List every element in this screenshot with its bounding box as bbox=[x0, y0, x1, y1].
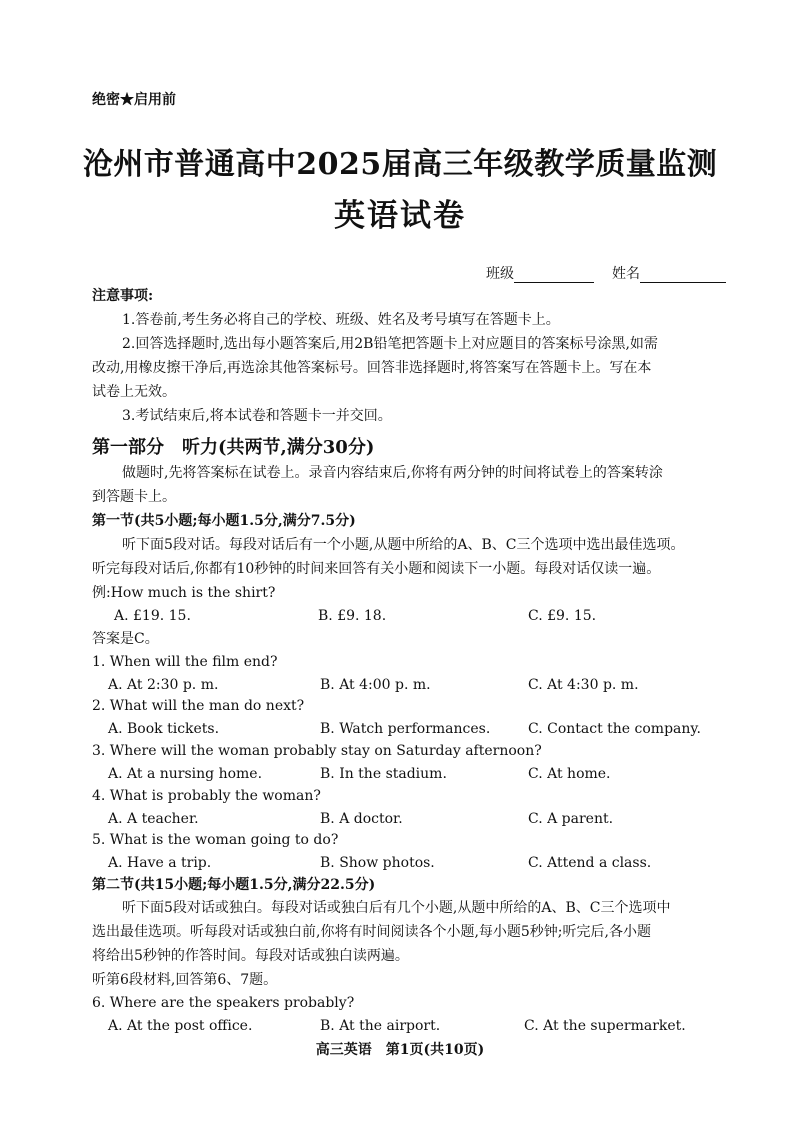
confidential-mark: 绝密★启用前 bbox=[92, 92, 176, 108]
q4-option-b: B. A doctor. bbox=[320, 811, 403, 827]
q3-option-a: A. At a nursing home. bbox=[108, 766, 263, 782]
material-instruction: 听第6段材料,回答第6、7题。 bbox=[92, 972, 278, 988]
note-item-1: 1.答卷前,考生务必将自己的学校、班级、姓名及考号填写在答题卡上。 bbox=[122, 312, 560, 328]
example-answer: 答案是C。 bbox=[92, 631, 159, 647]
q1-option-a: A. At 2:30 p. m. bbox=[108, 677, 219, 693]
example-option-a: A. £19. 15. bbox=[114, 608, 191, 624]
class-blank bbox=[514, 266, 594, 283]
notes-heading: 注意事项: bbox=[92, 288, 154, 304]
question-1: 1. When will the film end? bbox=[92, 654, 278, 670]
example-question: 例:How much is the shirt? bbox=[92, 585, 276, 601]
q5-option-c: C. Attend a class. bbox=[528, 855, 652, 871]
q3-option-b: B. In the stadium. bbox=[320, 766, 447, 782]
part1-intro-cont: 到答题卡上。 bbox=[92, 489, 176, 505]
exam-title: 沧州市普通高中2025届高三年级教学质量监测 bbox=[82, 147, 718, 182]
note-item-2-cont2: 试卷上无效。 bbox=[92, 384, 176, 400]
section1-heading: 第一节(共5小题;每小题1.5分,满分7.5分) bbox=[92, 513, 356, 529]
example-option-b: B. £9. 18. bbox=[318, 608, 387, 624]
note-item-2: 2.回答选择题时,选出每小题答案后,用2B铅笔把答题卡上对应题目的答案标号涂黑,如需 bbox=[122, 336, 658, 352]
name-field bbox=[612, 263, 726, 283]
q4-option-c: C. A parent. bbox=[528, 811, 614, 827]
section2-intro-cont: 选出最佳选项。听每段对话或独白前,你将有时间阅读各个小题,每小题5秒钟;听完后,各小题 bbox=[92, 924, 651, 940]
part1-intro: 做题时,先将答案标在试卷上。录音内容结束后,你将有两分钟的时间将试卷上的答案转涂 bbox=[122, 465, 663, 481]
note-item-3: 3.考试结束后,将本试卷和答题卡一并交回。 bbox=[122, 408, 392, 424]
q5-option-a: A. Have a trip. bbox=[108, 855, 212, 871]
section2-heading: 第二节(共15小题;每小题1.5分,满分22.5分) bbox=[92, 877, 376, 893]
q5-option-b: B. Show photos. bbox=[320, 855, 435, 871]
section2-intro-cont2: 将给出5秒钟的作答时间。每段对话或独白读两遍。 bbox=[92, 948, 409, 964]
note-item-2-cont: 改动,用橡皮擦干净后,再选涂其他答案标号。回答非选择题时,将答案写在答题卡上。写在本 bbox=[92, 360, 652, 376]
question-5: 5. What is the woman going to do? bbox=[92, 832, 339, 848]
section2-intro: 听下面5段对话或独白。每段对话或独白后有几个小题,从题中所给的A、B、C三个选项中 bbox=[122, 900, 671, 916]
class-label: 班级 bbox=[486, 266, 514, 282]
q6-option-c: C. At the supermarket. bbox=[524, 1018, 686, 1034]
question-4: 4. What is probably the woman? bbox=[92, 788, 321, 804]
question-3: 3. Where will the woman probably stay on Saturday afternoon? bbox=[92, 743, 542, 759]
class-field bbox=[486, 263, 594, 283]
q3-option-c: C. At home. bbox=[528, 766, 611, 782]
q2-option-c: C. Contact the company. bbox=[528, 721, 701, 737]
q2-option-b: B. Watch performances. bbox=[320, 721, 491, 737]
q6-option-b: B. At the airport. bbox=[320, 1018, 441, 1034]
q1-option-b: B. At 4:00 p. m. bbox=[320, 677, 431, 693]
name-label: 姓名 bbox=[612, 266, 640, 282]
q1-option-c: C. At 4:30 p. m. bbox=[528, 677, 639, 693]
page-footer: 高三英语 第1页(共10页) bbox=[315, 1042, 485, 1058]
question-2: 2. What will the man do next? bbox=[92, 698, 305, 714]
q4-option-a: A. A teacher. bbox=[108, 811, 199, 827]
exam-subject-title: 英语试卷 bbox=[334, 198, 466, 234]
section1-intro: 听下面5段对话。每段对话后有一个小题,从题中所给的A、B、C三个选项中选出最佳选项。 bbox=[122, 537, 685, 553]
part1-heading: 第一部分 听力(共两节,满分30分) bbox=[92, 437, 375, 458]
q2-option-a: A. Book tickets. bbox=[108, 721, 220, 737]
example-option-c: C. £9. 15. bbox=[528, 608, 597, 624]
section1-intro-cont: 听完每段对话后,你都有10秒钟的时间来回答有关小题和阅读下一小题。每段对话仅读一遍。 bbox=[92, 561, 661, 577]
question-6: 6. Where are the speakers probably? bbox=[92, 995, 355, 1011]
q6-option-a: A. At the post office. bbox=[108, 1018, 253, 1034]
name-blank bbox=[640, 266, 726, 283]
